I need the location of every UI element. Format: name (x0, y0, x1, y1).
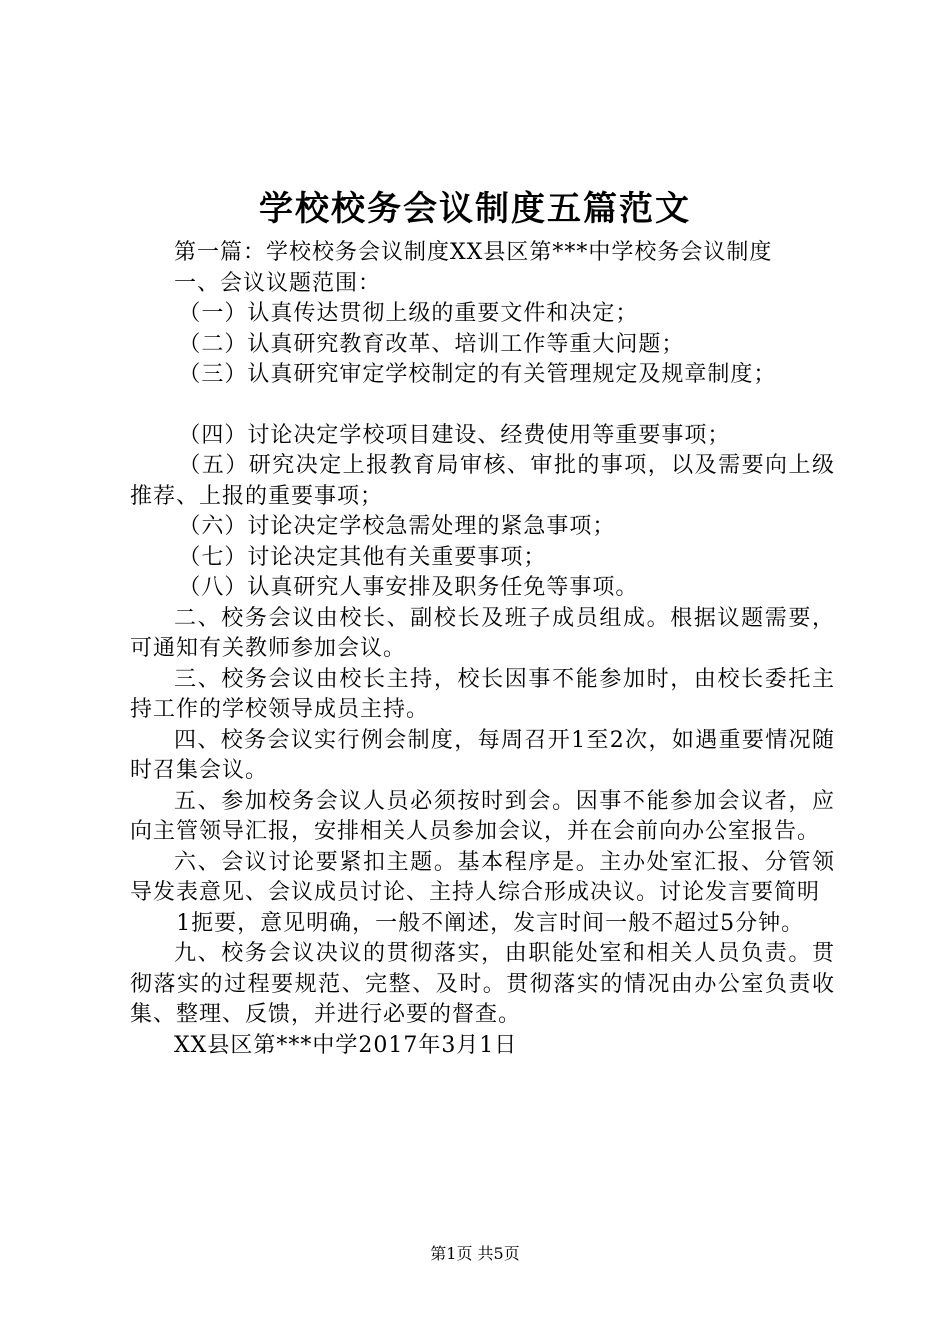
paragraph-item-8: （八）认真研究人事安排及职务任免等事项。 (178, 575, 639, 600)
blank-line (130, 391, 835, 421)
paragraph-item-7: （七）讨论决定其他有关重要事项； (178, 544, 547, 570)
paragraph-continuation: 1扼要，意见明确，一般不阐述，发言时间一般不超过5分钟。 (176, 910, 805, 936)
paragraph-item-4: （四）讨论决定学校项目建设、经费使用等重要事项； (178, 422, 731, 448)
paragraph-item-2: （二）认真研究教育改革、培训工作等重大问题； (178, 331, 685, 357)
document-body (130, 238, 835, 1061)
paragraph-section-9: 九、校务会议决议的贯彻落实，由职能处室和相关人员负责。贯彻落实的过程要规范、完整、及时。贯彻落实的情况由办公室负责收集、整理、反馈，并进行必要的督查。 (130, 941, 835, 1027)
paragraph-intro: 第一篇：学校校务会议制度XX县区第***中学校务会议制度 (174, 240, 773, 265)
paragraph-section-6: 六、会议讨论要紧扣主题。基本程序是。主办处室汇报、分管领导发表意见、会议成员讨论、主持人综合形成决议。讨论发言要简明 (130, 849, 835, 905)
paragraph-section-5: 五、参加校务会议人员必须按时到会。因事不能参加会议者，应向主管领导汇报，安排相关人员参加会议，并在会前向办公室报告。 (130, 788, 835, 844)
paragraph-item-1: （一）认真传达贯彻上级的重要文件和决定； (178, 301, 639, 326)
paragraph-item-6: （六）讨论决定学校急需处理的紧急事项； (178, 514, 616, 539)
paragraph-item-3: （三）认真研究审定学校制定的有关管理规定及规章制度； (178, 362, 777, 387)
paragraph-section-1: 一、会议议题范围： (174, 270, 382, 296)
paragraph-item-5: （五）研究决定上报教育局审核、审批的事项，以及需要向上级推荐、上报的重要事项； (130, 453, 835, 509)
paragraph-section-3: 三、校务会议由校长主持，校长因事不能参加时，由校长委托主持工作的学校领导成员主持。 (130, 666, 835, 722)
document-title: 学校校务会议制度五篇范文 (259, 189, 691, 229)
paragraph-section-4: 四、校务会议实行例会制度，每周召开1至2次，如遇重要情况随时召集会议。 (130, 727, 835, 783)
page-footer: 第1页 共5页 (430, 1244, 520, 1263)
paragraph-section-2: 二、校务会议由校长、副校长及班子成员组成。根据议题需要，可通知有关教师参加会议。 (130, 605, 835, 661)
paragraph-signature: XX县区第***中学2017年3月1日 (174, 1032, 518, 1058)
